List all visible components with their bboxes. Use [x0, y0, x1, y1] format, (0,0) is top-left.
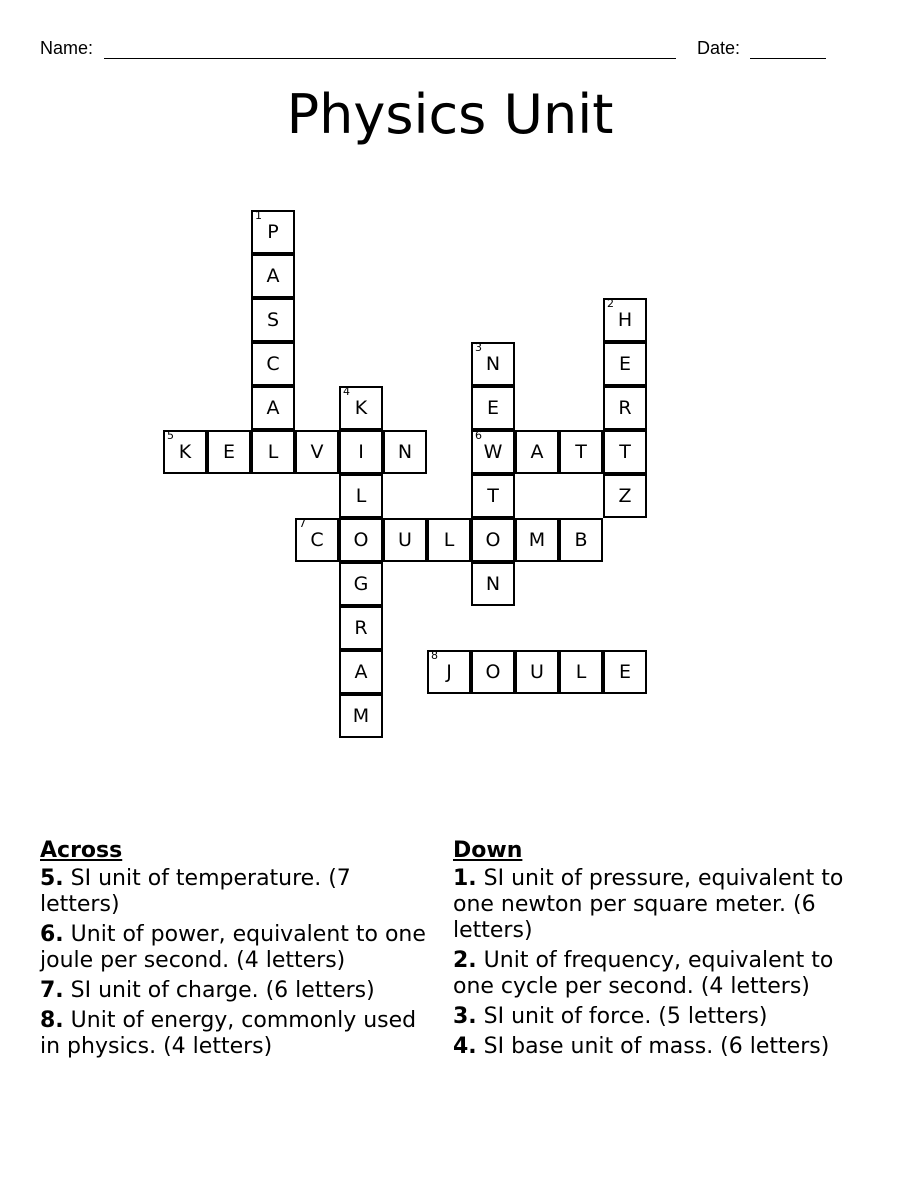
grid-cell[interactable]	[251, 210, 295, 254]
grid-cell[interactable]	[515, 650, 559, 694]
clue-text: SI base unit of mass. (6 letters)	[476, 1034, 830, 1059]
clue-text: SI unit of pressure, equivalent to one newton per square meter. (6 letters)	[453, 866, 844, 943]
across-clue	[40, 866, 435, 918]
grid-cell[interactable]	[339, 474, 383, 518]
grid-cell[interactable]	[383, 430, 427, 474]
cell-letter: K	[178, 441, 192, 463]
grid-cell[interactable]	[471, 518, 515, 562]
down-clue	[453, 866, 853, 944]
cell-letter: S	[266, 309, 280, 331]
across-clue	[40, 978, 435, 1004]
cell-letter: T	[619, 441, 631, 463]
grid-cell[interactable]	[515, 518, 559, 562]
grid-cell[interactable]	[603, 342, 647, 386]
cell-letter: J	[446, 661, 452, 683]
cell-letter: W	[483, 441, 503, 463]
page-title: Physics Unit	[286, 83, 614, 146]
grid-cell[interactable]	[603, 474, 647, 518]
grid-cell[interactable]	[471, 430, 515, 474]
grid-cell[interactable]	[515, 430, 559, 474]
cell-letter: L	[443, 529, 455, 551]
cell-letter: O	[485, 529, 501, 551]
date-label: Date:	[697, 38, 741, 58]
grid-cell[interactable]	[339, 430, 383, 474]
grid-cell[interactable]	[339, 518, 383, 562]
grid-cell[interactable]	[339, 650, 383, 694]
cell-letter: P	[267, 221, 279, 243]
clue-number: 1.	[453, 866, 477, 891]
grid-cell[interactable]	[471, 562, 515, 606]
grid-cell[interactable]	[383, 518, 427, 562]
cell-letter: T	[575, 441, 587, 463]
clue-number-label: 3	[475, 341, 482, 354]
clue-number: 3.	[453, 1004, 477, 1029]
clue-number-label: 4	[343, 385, 350, 398]
clue-number-label: 7	[299, 517, 306, 530]
cell-letter: M	[528, 529, 546, 551]
grid-cell[interactable]	[427, 518, 471, 562]
cell-letter: N	[397, 441, 413, 463]
cell-letter: N	[485, 573, 501, 595]
cell-letter: A	[266, 265, 280, 287]
cell-letter: R	[354, 617, 368, 639]
grid-cell[interactable]	[603, 650, 647, 694]
cell-letter: V	[310, 441, 324, 463]
grid-cell[interactable]	[163, 430, 207, 474]
grid-cell[interactable]	[559, 430, 603, 474]
grid-cell[interactable]	[427, 650, 471, 694]
grid-cell[interactable]	[339, 562, 383, 606]
cell-letter: R	[618, 397, 632, 419]
cell-letter: L	[355, 485, 367, 507]
cell-letter: T	[487, 485, 499, 507]
clue-text: Unit of energy, commonly used in physics. (4 letters)	[40, 1008, 417, 1059]
grid-cell[interactable]	[251, 430, 295, 474]
grid-cell[interactable]	[339, 606, 383, 650]
across-clue	[40, 922, 435, 974]
clue-number: 8.	[40, 1008, 64, 1033]
clue-number-label: 8	[431, 649, 438, 662]
grid-cell[interactable]	[251, 298, 295, 342]
grid-cell[interactable]	[471, 474, 515, 518]
cell-letter: L	[575, 661, 587, 683]
clue-number-label: 5	[167, 429, 174, 442]
grid-cell[interactable]	[471, 386, 515, 430]
grid-cell[interactable]	[207, 430, 251, 474]
grid-cell[interactable]	[251, 342, 295, 386]
grid-cell[interactable]	[603, 430, 647, 474]
clue-text: SI unit of temperature. (7 letters)	[40, 866, 351, 917]
cell-letter: A	[266, 397, 280, 419]
clue-number: 5.	[40, 866, 64, 891]
grid-cell[interactable]	[559, 518, 603, 562]
cell-letter: H	[617, 309, 633, 331]
clue-number: 2.	[453, 948, 477, 973]
cell-letter: E	[222, 441, 235, 463]
across-clue	[40, 1008, 435, 1060]
clue-number: 4.	[453, 1034, 477, 1059]
grid-cell[interactable]	[559, 650, 603, 694]
cell-letter: Z	[618, 485, 632, 507]
cell-letter: N	[485, 353, 501, 375]
cell-letter: C	[266, 353, 280, 375]
name-label: Name:	[40, 38, 94, 58]
cell-letter: I	[358, 441, 364, 463]
cell-letter: A	[354, 661, 368, 683]
clue-text: SI unit of charge. (6 letters)	[63, 978, 375, 1003]
cell-letter: O	[485, 661, 501, 683]
grid-cell[interactable]	[295, 518, 339, 562]
cell-letter: L	[267, 441, 279, 463]
cell-letter: O	[353, 529, 369, 551]
across-clues	[40, 838, 435, 1064]
cell-letter: B	[574, 529, 588, 551]
grid-cell[interactable]	[339, 386, 383, 430]
clue-number-label: 6	[475, 429, 482, 442]
clue-number: 7.	[40, 978, 64, 1003]
cell-letter: C	[310, 529, 324, 551]
down-clue	[453, 948, 853, 1000]
down-clue	[453, 1034, 853, 1060]
cell-letter: A	[530, 441, 544, 463]
clue-number-label: 1	[255, 209, 262, 222]
grid-cell[interactable]	[471, 650, 515, 694]
grid-cell[interactable]	[603, 386, 647, 430]
cell-letter: E	[486, 397, 499, 419]
cell-letter: U	[530, 661, 544, 683]
cell-letter: K	[354, 397, 368, 419]
clue-number-label: 2	[607, 297, 614, 310]
clue-text: SI unit of force. (5 letters)	[476, 1004, 768, 1029]
grid-cell[interactable]	[339, 694, 383, 738]
down-heading: Down	[453, 838, 523, 863]
grid-cell[interactable]	[251, 254, 295, 298]
clue-text: Unit of power, equivalent to one joule per second. (4 letters)	[40, 922, 426, 973]
grid-cell[interactable]	[251, 386, 295, 430]
cell-letter: E	[618, 353, 631, 375]
across-heading: Across	[40, 838, 123, 863]
cell-letter: E	[618, 661, 631, 683]
clue-number: 6.	[40, 922, 64, 947]
grid-cell[interactable]	[603, 298, 647, 342]
down-clue	[453, 1004, 853, 1030]
cell-letter: U	[398, 529, 412, 551]
cell-letter: G	[353, 573, 369, 595]
grid-cell[interactable]	[471, 342, 515, 386]
down-clues	[453, 838, 853, 1064]
cell-letter: M	[352, 705, 370, 727]
grid-cell[interactable]	[295, 430, 339, 474]
clue-text: Unit of frequency, equivalent to one cycle per second. (4 letters)	[453, 948, 834, 999]
